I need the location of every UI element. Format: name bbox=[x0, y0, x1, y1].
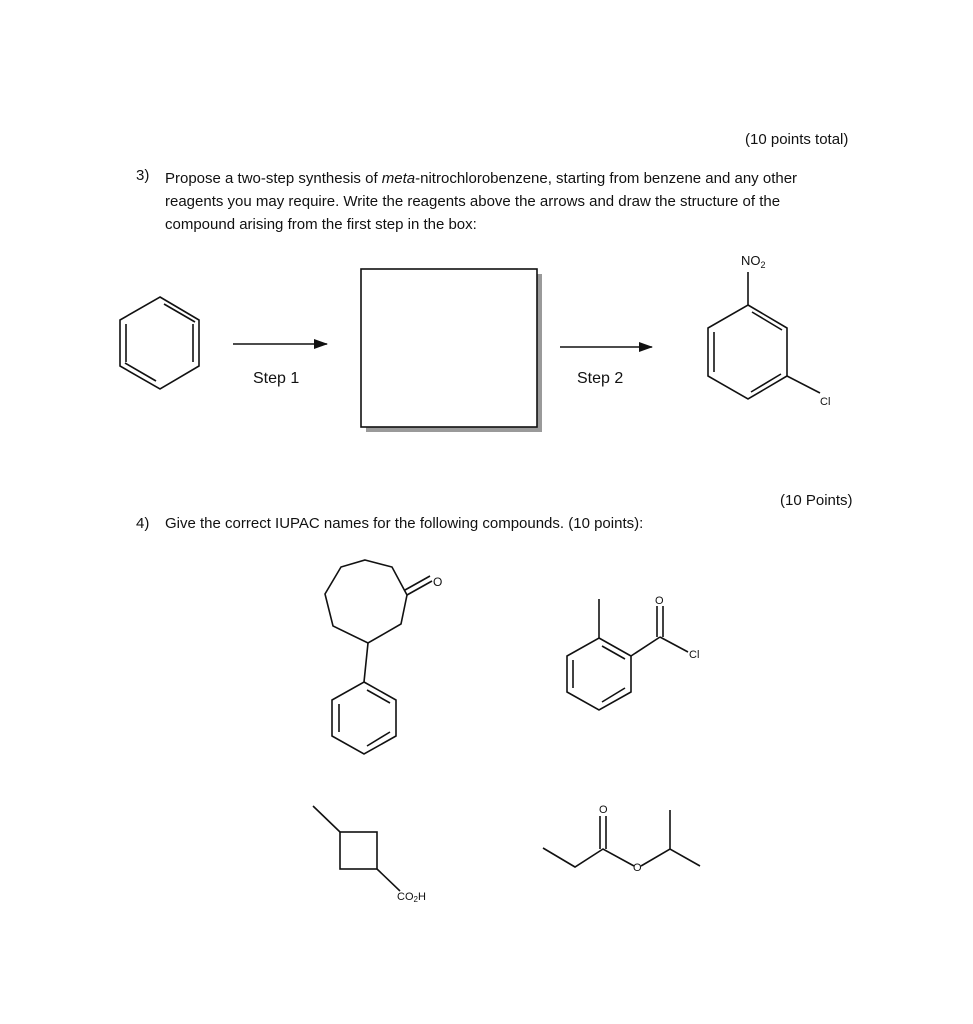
methylbenzoyl-chloride-structure bbox=[567, 599, 688, 710]
q3-line-2: reagents you may require. Write the reagents above the arrows and draw the structure of the bbox=[165, 193, 781, 210]
q4-points: (10 Points) bbox=[780, 492, 853, 509]
meta-nitrochlorobenzene-structure bbox=[708, 272, 820, 399]
cl-label: Cl bbox=[820, 396, 831, 408]
step1-label: Step 1 bbox=[253, 370, 300, 387]
acyl-o-label: O bbox=[655, 595, 664, 607]
ketone-o-label: O bbox=[433, 575, 443, 589]
q4-number: 4) bbox=[136, 515, 150, 532]
q4-prompt: Give the correct IUPAC names for the following compounds. (10 points): bbox=[165, 515, 644, 532]
cyclobutane-acid-structure bbox=[313, 806, 400, 891]
co2h-label: CO2H bbox=[397, 891, 426, 904]
answer-box[interactable] bbox=[361, 269, 542, 432]
q3-line-1: Propose a two-step synthesis of meta-nitrochlorobenzene, starting from benzene and any other bbox=[165, 170, 798, 187]
benzene-structure bbox=[120, 297, 199, 389]
q3-meta-emphasis: meta bbox=[381, 170, 416, 187]
phenylcycloheptanone-structure bbox=[325, 560, 432, 754]
q3-number: 3) bbox=[136, 167, 150, 184]
ester-ether-o-label: O bbox=[633, 862, 642, 874]
ester-carbonyl-o-label: O bbox=[599, 804, 608, 816]
ester-structure bbox=[543, 810, 700, 867]
step2-label: Step 2 bbox=[577, 370, 624, 387]
acyl-cl-label: Cl bbox=[689, 649, 700, 661]
q3-points: (10 points total) bbox=[745, 131, 849, 148]
q3-line-3: compound arising from the first step in the box: bbox=[165, 216, 477, 233]
no2-label: $NO_2$ bbox=[741, 253, 766, 270]
